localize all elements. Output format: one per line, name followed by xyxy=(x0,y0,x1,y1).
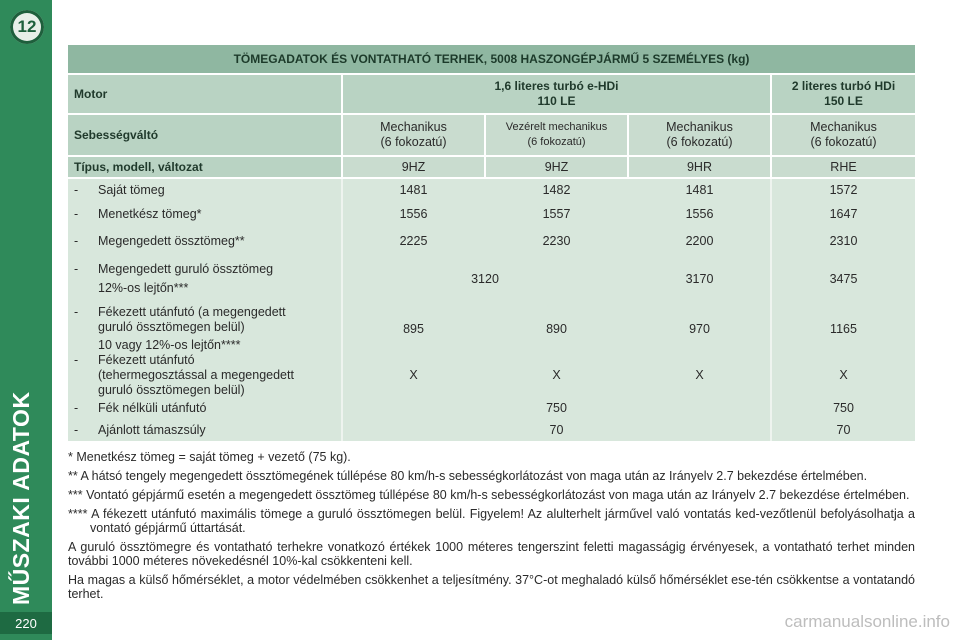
type-label xyxy=(68,157,341,177)
row-dash: - xyxy=(74,233,79,248)
motor-label xyxy=(68,75,341,113)
engine-1-name: 1,6 literes turbó e-HDi xyxy=(494,79,619,93)
watermark: carmanualsonline.info xyxy=(784,612,950,631)
engine-1-power: 110 LE xyxy=(537,94,576,108)
table-title: TÖMEGADATOK ÉS VONTATHATÓ TERHEK, 5008 HASZONGÉPJÁRMŰ 5 SZEMÉLYES (kg) xyxy=(68,45,915,73)
engine-2-power: 150 LE xyxy=(824,94,863,108)
row-label-text: Fékezett utánfutó xyxy=(98,352,195,367)
table-cell: 970 xyxy=(689,321,710,336)
table-cell: 750 xyxy=(833,400,854,415)
row-label-text: (tehermegosztással a megengedett xyxy=(98,367,294,382)
table-cell: 1557 xyxy=(542,206,571,221)
paragraph: A guruló össztömegre és vontatható terhekre vonatkozó értékek 1000 méteres tengerszint feletti magasságig érvényesek, a vontatható terhet minden további 1000 méteres növekedésnél 10%-kal csökkenteni kell. xyxy=(68,540,915,568)
gearbox-cell xyxy=(486,115,627,155)
gearbox-1-line1: Mechanikus xyxy=(380,120,447,134)
table-cell: 3475 xyxy=(829,271,858,286)
gearbox-1-line2: (6 fokozatú) xyxy=(380,135,447,149)
table-cell: X xyxy=(839,367,848,382)
row-label-text: Menetkész tömeg* xyxy=(98,206,202,221)
gearbox-4-line1: Mechanikus xyxy=(810,120,877,134)
chapter-number: 12 xyxy=(17,17,37,36)
row-label-text: guruló össztömegen belül) xyxy=(98,320,245,334)
row-label-text: Saját tömeg xyxy=(98,182,165,197)
table-row-label xyxy=(68,419,341,441)
gearbox-label xyxy=(68,115,341,155)
page-number: 220 xyxy=(0,612,52,634)
table-cell: 2225 xyxy=(399,233,428,248)
gearbox-4-line2: (6 fokozatú) xyxy=(810,135,877,149)
table-cell: 3120 xyxy=(471,271,499,286)
gearbox-label-text: Sebességváltó xyxy=(74,127,159,142)
row-label-text: 12%-os lejtőn*** xyxy=(98,281,189,295)
type-cell: 9HR xyxy=(629,157,770,177)
table-cell: 2310 xyxy=(829,233,858,248)
table-cell: X xyxy=(552,367,561,382)
row-dash: - xyxy=(74,352,79,367)
column-divider xyxy=(770,179,772,441)
paragraph: Ha magas a külső hőmérséklet, a motor védelmében csökkenhet a teljesítmény. 37°C-ot meghaladó külső hőmérséklet ese-tén csökkentse a vontatandó terhet. xyxy=(68,573,915,601)
section-title: MŰSZAKI ADATOK xyxy=(8,391,34,605)
type-cell: 9HZ xyxy=(343,157,484,177)
engine-2-header xyxy=(772,75,915,113)
row-label-text: Fékezett utánfutó (a megengedett xyxy=(98,305,286,319)
row-dash: - xyxy=(74,422,79,437)
engine-1-header xyxy=(343,75,770,113)
motor-label-text: Motor xyxy=(74,86,108,101)
footnotes xyxy=(68,450,915,606)
table-cell: 2200 xyxy=(685,233,714,248)
row-dash: - xyxy=(74,206,79,221)
table-cell: X xyxy=(409,367,418,382)
table-cell: 70 xyxy=(836,422,851,437)
table-cell: 3170 xyxy=(685,271,714,286)
table-cell: 1556 xyxy=(685,206,714,221)
gearbox-3-line2: (6 fokozatú) xyxy=(666,135,733,149)
chapter-badge xyxy=(10,10,44,44)
table-row-label xyxy=(68,397,341,419)
type-label-text: Típus, modell, változat xyxy=(74,159,203,174)
row-label-text: 10 vagy 12%-os lejtőn**** xyxy=(98,338,241,352)
gearbox-3-line1: Mechanikus xyxy=(666,120,733,134)
table-cell: 1556 xyxy=(399,206,428,221)
table-cell: 70 xyxy=(549,422,564,437)
sidebar xyxy=(0,0,52,640)
footnote: ** A hátsó tengely megengedett össztömegének túllépése 80 km/h-s sebességkorlátozást von maga után az Irányelv 2.7 bekezdése értelmében. xyxy=(68,469,868,483)
table-cell: 750 xyxy=(546,400,567,415)
gearbox-cell xyxy=(343,115,484,155)
table-cell: 890 xyxy=(546,321,567,336)
gearbox-2-line1: Vezérelt mechanikus xyxy=(505,121,608,133)
table-cell: 1647 xyxy=(829,206,858,221)
table-cell: 2230 xyxy=(542,233,571,248)
table-cell: 1482 xyxy=(542,182,571,197)
table-row-label xyxy=(68,352,341,397)
gearbox-cell xyxy=(772,115,915,155)
table-row-label xyxy=(68,203,341,225)
row-dash: - xyxy=(74,305,79,319)
table-cell: 895 xyxy=(403,321,424,336)
table-cell: 1165 xyxy=(830,321,857,336)
row-dash: - xyxy=(74,400,79,415)
row-label-text: Fék nélküli utánfutó xyxy=(98,400,207,415)
row-dash: - xyxy=(74,262,79,276)
type-cell: RHE xyxy=(772,157,915,177)
gearbox-2-line2: (6 fokozatú) xyxy=(527,136,586,148)
table-row-label xyxy=(68,227,341,255)
table-cell: 1481 xyxy=(685,182,714,197)
footnote: * Menetkész tömeg = saját tömeg + vezető (75 kg). xyxy=(68,450,351,464)
footnote: **** A fékezett utánfutó maximális tömege a guruló össztömegen belül. Figyelem! Az alulterhelt járművel való vontatás ked-vezőtlenül befolyásolhatja a vontató gépjármű úttartását. xyxy=(68,507,915,535)
table-row-label xyxy=(68,303,341,355)
engine-2-name: 2 literes turbó HDi xyxy=(791,79,896,93)
row-label-text: Megengedett guruló össztömeg xyxy=(98,262,274,276)
column-divider xyxy=(341,179,343,441)
row-dash: - xyxy=(74,182,79,197)
table-cell: X xyxy=(695,367,704,382)
table-row-label xyxy=(68,179,341,201)
weights-table xyxy=(68,45,915,441)
table-row-label xyxy=(68,257,341,301)
row-label-text: Ajánlott támaszsúly xyxy=(98,422,206,437)
table-cell: 1481 xyxy=(399,182,428,197)
table-cell: 1572 xyxy=(829,182,858,197)
footnote: *** Vontató gépjármű esetén a megengedett össztömeg túllépése 80 km/h-s sebességkorlátozást von maga után az Irányelv 2.7 bekezdése értelmében. xyxy=(68,488,910,502)
type-cell: 9HZ xyxy=(486,157,627,177)
row-label-text: Megengedett össztömeg** xyxy=(98,233,245,248)
row-label-text: guruló össztömegen belül) xyxy=(98,382,245,397)
gearbox-cell xyxy=(629,115,770,155)
